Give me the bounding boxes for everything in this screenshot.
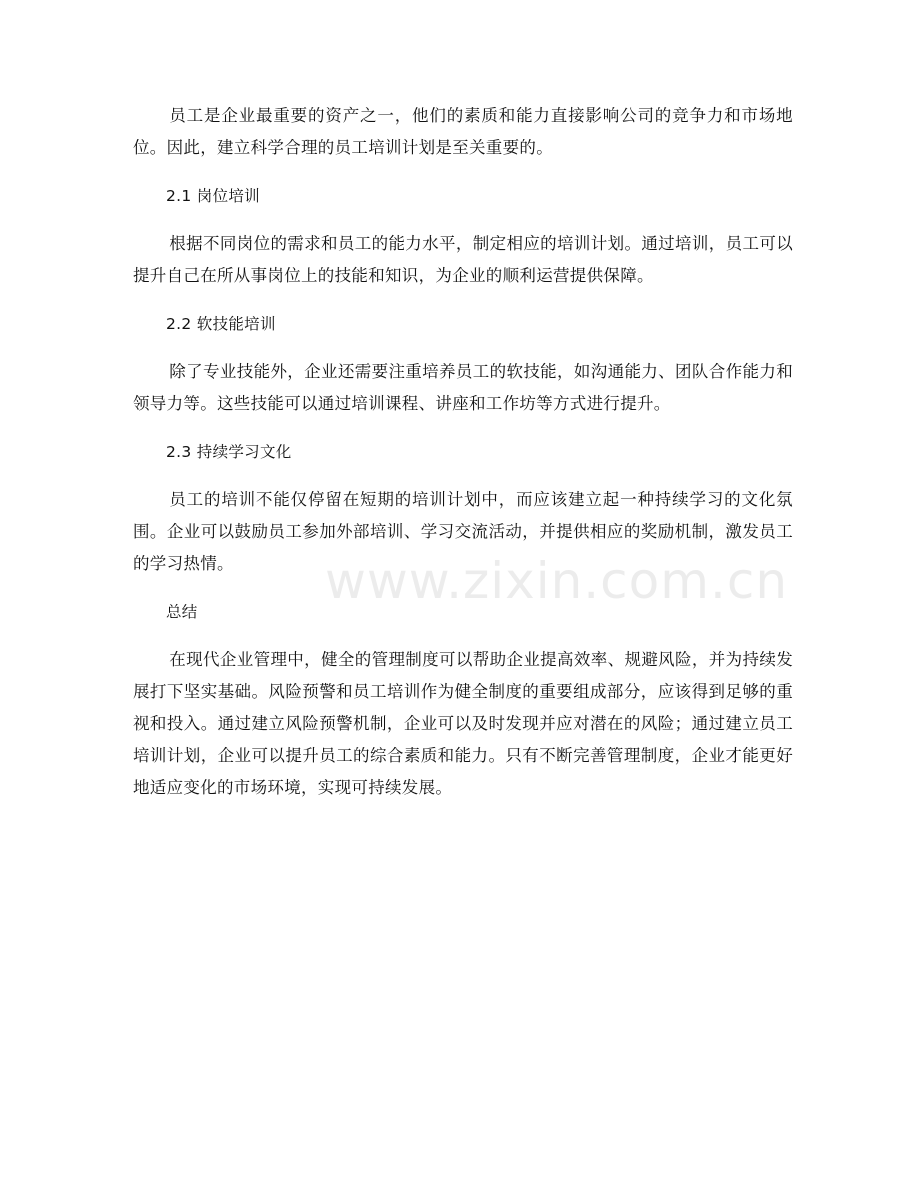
watermark: www.zixin.com.cn [325,552,789,610]
section-heading-2-3: 2.3 持续学习文化 [166,443,292,461]
section-paragraph-2-3: 员工的培训不能仅停留在短期的培训计划中，而应该建立起一种持续学习的文化氛围。企业可以鼓励员工参加外部培训、学习交流活动，并提供相应的奖励机制，激发员工的学习热情。 [133,490,793,573]
section-heading-2-2: 2.2 软技能培训 [166,315,276,333]
section-paragraph-2-2: 除了专业技能外，企业还需要注重培养员工的软技能，如沟通能力、团队合作能力和领导力等。这些技能可以通过培训课程、讲座和工作坊等方式进行提升。 [133,362,793,413]
section-paragraph-2-1: 根据不同岗位的需求和员工的能力水平，制定相应的培训计划。通过培训，员工可以提升自己在所从事岗位上的技能和知识，为企业的顺利运营提供保障。 [133,234,793,285]
section-heading-2-1: 2.1 岗位培训 [166,187,260,205]
document-body [133,100,793,804]
intro-paragraph: 员工是企业最重要的资产之一，他们的素质和能力直接影响公司的竞争力和市场地位。因此，建立科学合理的员工培训计划是至关重要的。 [133,106,793,157]
summary-paragraph: 在现代企业管理中，健全的管理制度可以帮助企业提高效率、规避风险，并为持续发展打下坚实基础。风险预警和员工培训作为健全制度的重要组成部分，应该得到足够的重视和投入。通过建立风险预警机制，企业可以及时发现并应对潜在的风险；通过建立员工培训计划，企业可以提升员工的综合素质和能力。只有不断完善管理制度，企业才能更好地适应变化的市场环境，实现可持续发展。 [133,650,793,797]
summary-heading: 总结 [166,603,198,621]
